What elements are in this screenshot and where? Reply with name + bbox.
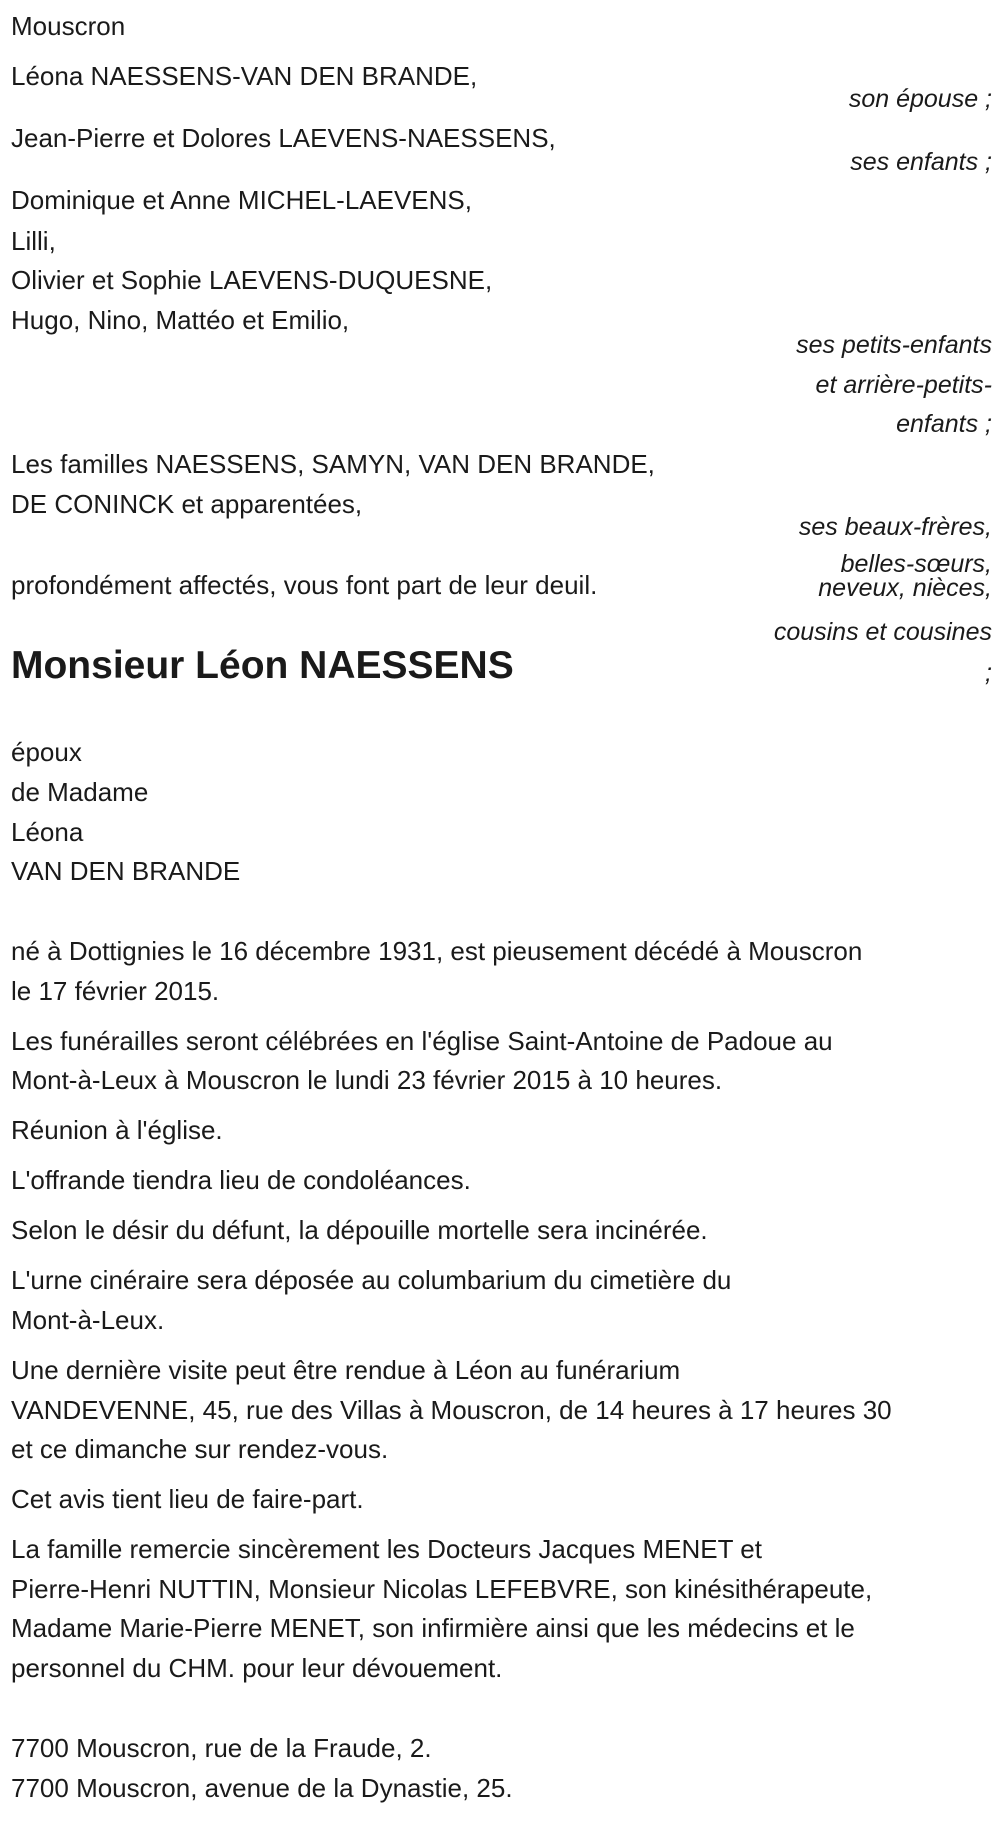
family-line: Léona NAESSENS-VAN DEN BRANDE, bbox=[11, 61, 478, 91]
relation-label: cousins et cousines bbox=[773, 618, 992, 646]
family-line: Jean-Pierre et Dolores LAEVENS-NAESSENS, bbox=[11, 123, 556, 153]
relation-label: ses petits-enfants bbox=[796, 331, 992, 359]
relation-label: ses beaux-frères, bbox=[798, 513, 992, 541]
relation-label: ses enfants ; bbox=[850, 148, 992, 176]
address-line: 7700 Mouscron, rue de la Fraude, 2. bbox=[11, 1733, 432, 1763]
family-line: Olivier et Sophie LAEVENS-DUQUESNE, bbox=[11, 265, 493, 295]
body-line: et ce dimanche sur rendez-vous. bbox=[11, 1434, 389, 1464]
announcement-text: profondément affectés, vous font part de leur deuil. bbox=[11, 570, 598, 600]
body-line: L'offrande tiendra lieu de condoléances. bbox=[11, 1165, 471, 1195]
deceased-name: Monsieur Léon NAESSENS bbox=[11, 644, 514, 687]
relation-label: et arrière-petits- bbox=[815, 371, 992, 399]
address-line: 7700 Mouscron, avenue de la Dynastie, 25. bbox=[11, 1773, 513, 1803]
body-line: personnel du CHM. pour leur dévouement. bbox=[11, 1653, 503, 1683]
spouse-line: VAN DEN BRANDE bbox=[11, 856, 241, 886]
family-line: Dominique et Anne MICHEL-LAEVENS, bbox=[11, 185, 472, 215]
body-line: Mont-à-Leux. bbox=[11, 1305, 165, 1335]
family-line: DE CONINCK et apparentées, bbox=[11, 489, 363, 519]
body-line: Selon le désir du défunt, la dépouille mortelle sera incinérée. bbox=[11, 1215, 708, 1245]
spouse-line: époux bbox=[11, 737, 82, 767]
relation-label: enfants ; bbox=[896, 410, 992, 438]
relation-label: son épouse ; bbox=[848, 85, 992, 113]
relation-label: belles-sœurs, bbox=[840, 550, 992, 578]
body-line: né à Dottignies le 16 décembre 1931, est pieusement décédé à Mouscron bbox=[11, 936, 863, 966]
spouse-line: Léona bbox=[11, 817, 84, 847]
relation-label: ; bbox=[985, 659, 992, 687]
body-line: Pierre-Henri NUTTIN, Monsieur Nicolas LEFEBVRE, son kinésithérapeute, bbox=[11, 1574, 873, 1604]
body-line: Cet avis tient lieu de faire-part. bbox=[11, 1484, 364, 1514]
body-line: Une dernière visite peut être rendue à Léon au funérarium bbox=[11, 1355, 681, 1385]
body-line: Mont-à-Leux à Mouscron le lundi 23 février 2015 à 10 heures. bbox=[11, 1065, 723, 1095]
body-line: Madame Marie-Pierre MENET, son infirmière ainsi que les médecins et le bbox=[11, 1613, 855, 1643]
body-line: le 17 février 2015. bbox=[11, 976, 220, 1006]
body-line: La famille remercie sincèrement les Docteurs Jacques MENET et bbox=[11, 1534, 762, 1564]
relation-label: neveux, nièces, bbox=[818, 574, 992, 602]
family-line: Hugo, Nino, Mattéo et Emilio, bbox=[11, 305, 350, 335]
body-line: Réunion à l'église. bbox=[11, 1115, 223, 1145]
body-line: Les funérailles seront célébrées en l'église Saint-Antoine de Padoue au bbox=[11, 1026, 833, 1056]
city-header: Mouscron bbox=[11, 11, 126, 41]
body-line: VANDEVENNE, 45, rue des Villas à Mouscron, de 14 heures à 17 heures 30 bbox=[11, 1395, 892, 1425]
spouse-line: de Madame bbox=[11, 777, 149, 807]
body-line: L'urne cinéraire sera déposée au columbarium du cimetière du bbox=[11, 1265, 732, 1295]
family-line: Lilli, bbox=[11, 226, 56, 256]
family-line: Les familles NAESSENS, SAMYN, VAN DEN BRANDE, bbox=[11, 449, 655, 479]
